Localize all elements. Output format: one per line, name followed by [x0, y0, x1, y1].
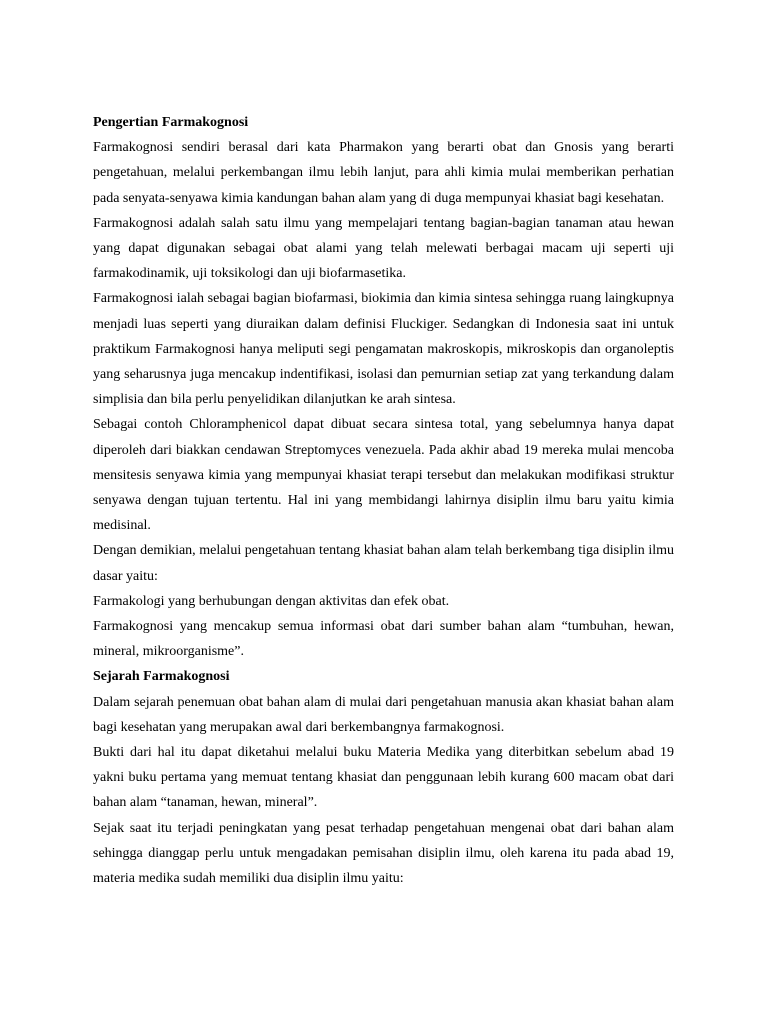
list-item-farmakologi: Farmakologi yang berhubungan dengan aktivitas dan efek obat.	[93, 593, 450, 609]
paragraph: Sebagai contoh Chloramphenicol dapat dibuat secara sintesa total, yang sebelumnya hanya dapat diperoleh dari biakkan cendawan Streptomyces venezuela. Pada akhir abad 19 mereka mulai mencoba mensitesis senyawa kimia yang mempunyai khasiat terapi tersebut dan melakukan modifikasi struktur senyawa dengan tujuan tertentu. Hal ini yang membidangi lahirnya disiplin ilmu baru yaitu kimia medisinal.	[93, 417, 674, 534]
section-heading-pengertian: Pengertian Farmakognosi	[93, 115, 249, 130]
list-item-farmakognosi: Farmakognosi yang mencakup semua informasi obat dari sumber bahan alam “tumbuhan, hewan, mineral, mikroorganisme”.	[93, 619, 674, 660]
section-heading-sejarah: Sejarah Farmakognosi	[93, 669, 230, 685]
paragraph: Farmakognosi sendiri berasal dari kata Pharmakon yang berarti obat dan Gnosis yang berarti pengetahuan, melalui perkembangan ilmu lebih lanjut, para ahli kimia mulai memberikan perhatian pada senyata-senyawa kimia kandungan bahan alam yang di duga mempunyai khasiat bagi kesehatan.	[93, 140, 674, 206]
paragraph: Sejak saat itu terjadi peningkatan yang pesat terhadap pengetahuan mengenai obat dari bahan alam sehingga dianggap perlu untuk mengadakan pemisahan disiplin ilmu, oleh karena itu pada abad 19, materia medika sudah memiliki dua disiplin ilmu yaitu:	[93, 820, 674, 887]
paragraph: Farmakognosi ialah sebagai bagian biofarmasi, biokimia dan kimia sintesa sehingga ruang laingkupnya menjadi luas seperti yang diuraikan dalam definisi Fluckiger. Sedangkan di Indonesia saat ini untuk praktikum Farmakognosi hanya meliputi segi pengamatan makroskopis, mikroskopis dan organoleptis yang seharusnya juga mencakup indentifikasi, isolasi dan pemurnian setiap zat yang terkandung dalam simplisia dan bila perlu penyelidikan dilanjutkan ke arah sintesa.	[93, 291, 674, 408]
paragraph: Bukti dari hal itu dapat diketahui melalui buku Materia Medika yang diterbitkan sebelum abad 19 yakni buku pertama yang memuat tentang khasiat dan penggunaan lebih kurang 600 macam obat dari bahan alam “tanaman, hewan, mineral”.	[93, 745, 674, 811]
paragraph: Farmakognosi adalah salah satu ilmu yang mempelajari tentang bagian-bagian tanaman atau hewan yang dapat digunakan sebagai obat alami yang telah melewati berbagai macam uji seperti uji farmakodinamik, uji toksikologi dan uji biofarmasetika.	[93, 215, 674, 282]
paragraph: Dalam sejarah penemuan obat bahan alam di mulai dari pengetahuan manusia akan khasiat bahan alam bagi kesehatan yang merupakan awal dari berkembangnya farmakognosi.	[93, 694, 674, 735]
paragraph: Dengan demikian, melalui pengetahuan tentang khasiat bahan alam telah berkembang tiga disiplin ilmu dasar yaitu:	[93, 543, 674, 584]
document-page	[93, 110, 674, 891]
